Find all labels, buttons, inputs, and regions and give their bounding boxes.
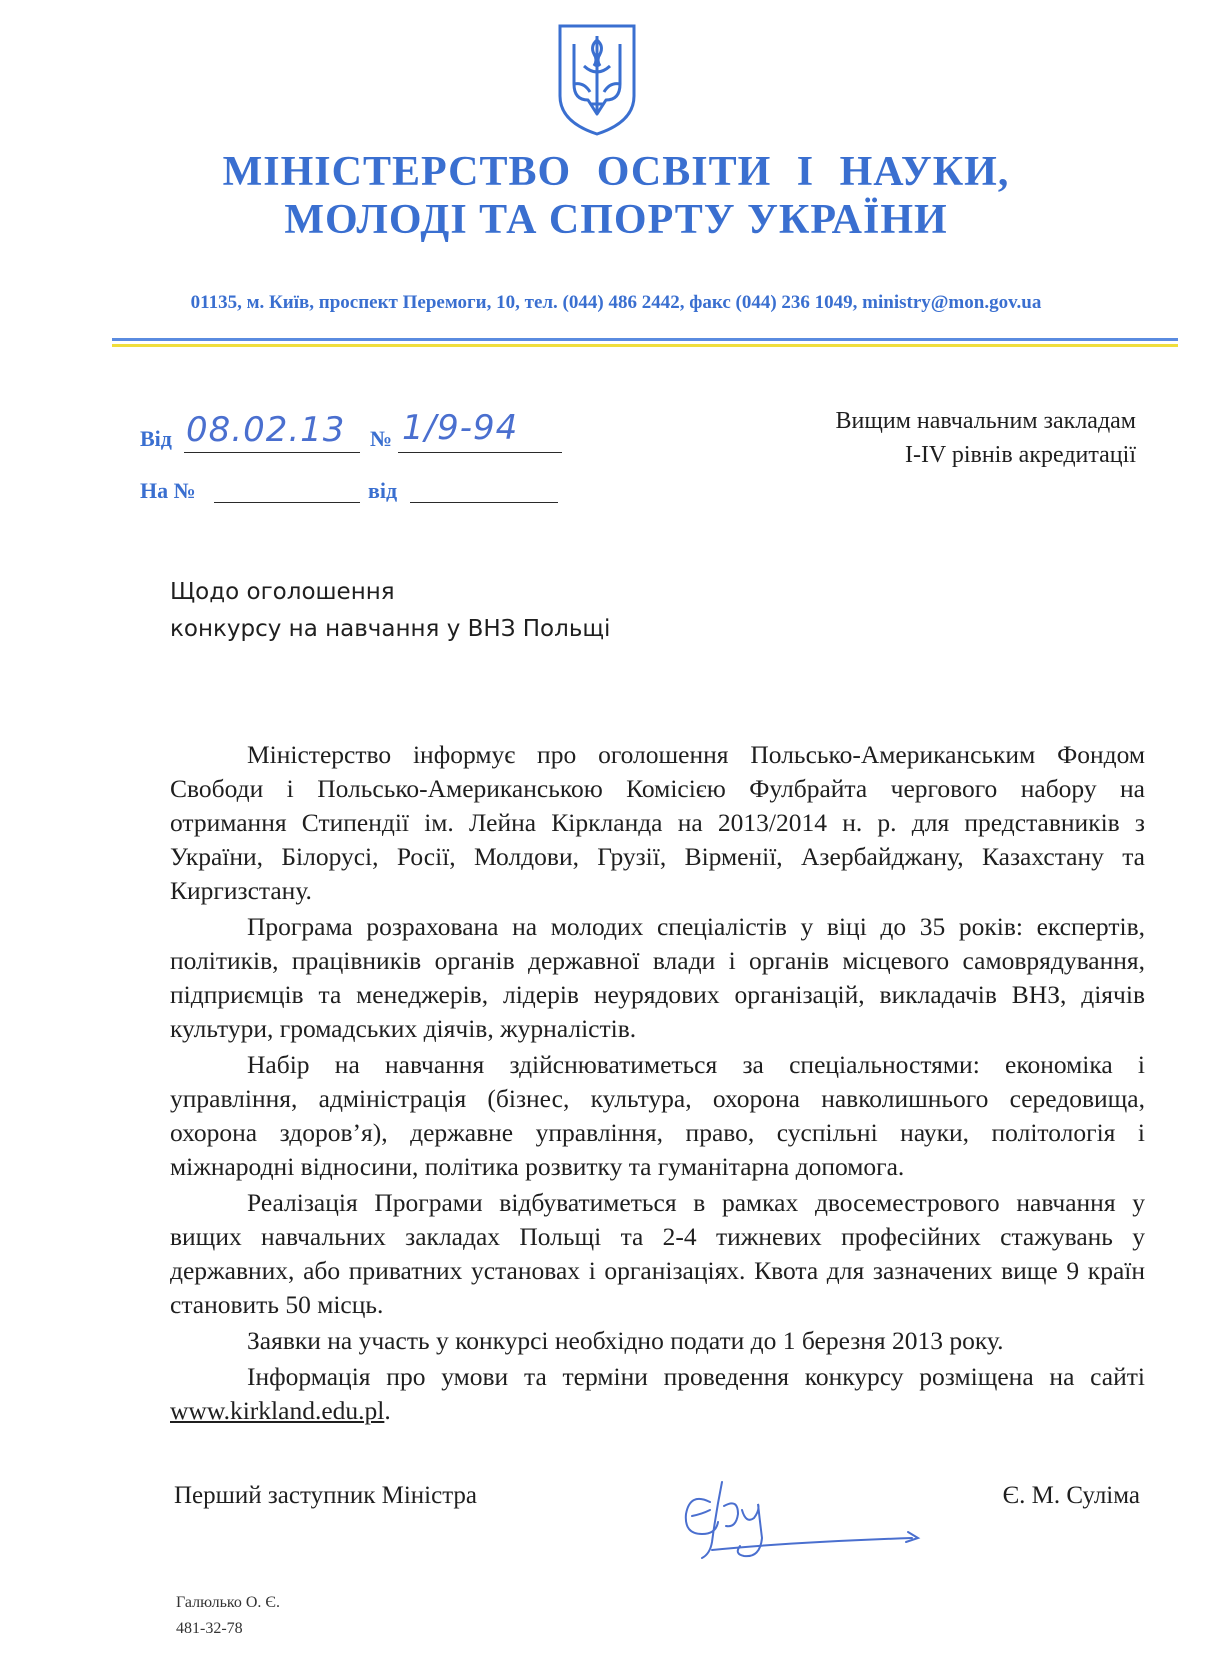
signatory-name: Є. М. Суліма	[1002, 1482, 1140, 1509]
addressee	[836, 404, 1136, 472]
body-paragraph	[170, 1360, 1145, 1428]
addressee-line2: І-ІV рівнів акредитації	[904, 442, 1136, 468]
subject-line2: конкурсу на навчання у ВНЗ Польщі	[170, 616, 611, 642]
reference-underline	[214, 502, 360, 503]
ministry-title-line1: МІНІСТЕРСТВО ОСВІТИ І НАУКИ,	[222, 149, 1010, 195]
from-label: Від	[140, 426, 172, 451]
number-underline	[398, 452, 562, 453]
letter-date: 08.02.13	[186, 410, 346, 450]
trident-emblem-icon	[554, 22, 640, 138]
letter-subject	[170, 574, 610, 648]
ministry-address: 01135, м. Київ, проспект Перемоги, 10, тел. (044) 486 2442, факс (044) 236 1049, ministry@mon.gov.ua	[190, 292, 1042, 313]
number-label: №	[370, 426, 393, 451]
letter-body	[170, 738, 1145, 1430]
body-text: Інформація про умови та терміни проведення конкурсу розміщена на сайті	[247, 1362, 1145, 1391]
body-paragraph: Заявки на участь у конкурсі необхідно подати до 1 березня 2013 року.	[247, 1326, 1004, 1355]
reference-date-underline	[410, 502, 558, 503]
letter-number: 1/9-94	[402, 408, 519, 448]
body-paragraph: Реалізація Програми відбуватиметься в рамках двосеместрового навчання у вищих навчальних закладах Польщі та 2-4 тижневих професійних стажувань у державних, або приватних установах і організаціях. Квота для зазначених вище 9 країн становить 50 місць.	[170, 1188, 1145, 1319]
executor-info	[176, 1590, 280, 1642]
executor-phone: 481-32-78	[176, 1620, 243, 1637]
body-text: .	[384, 1396, 391, 1425]
body-paragraph: Програма розрахована на молодих спеціалістів у віці до 35 років: експертів, політиків, працівників органів державної влади і органів місцевого самоврядування, підприємців та менеджерів, лідерів неурядових організацій, викладачів ВНЗ, діячів культури, громадських діячів, журналістів.	[170, 912, 1145, 1043]
signatory-role: Перший заступник Міністра	[174, 1482, 478, 1509]
date-underline	[184, 452, 360, 453]
body-paragraph: Набір на навчання здійснюватиметься за спеціальностями: економіка і управління, адміністрація (бізнес, культура, охорона навколишнього середовища, охорона здоров’я), державне управління, право, суспільні науки, політологія і міжнародні відносини, політика розвитку та гуманітарна допомога.	[170, 1050, 1145, 1181]
reference-label: На №	[140, 478, 196, 503]
ministry-title-line2: МОЛОДІ ТА СПОРТУ УКРАЇНИ	[284, 197, 948, 243]
subject-line1: Щодо оголошення	[170, 579, 395, 605]
divider-stripe-blue	[112, 338, 1178, 341]
handwritten-signature	[672, 1462, 952, 1572]
kirkland-website-link[interactable]: www.kirkland.edu.pl	[170, 1396, 385, 1425]
divider-stripe-yellow	[112, 344, 1178, 347]
executor-name: Галюлько О. Є.	[176, 1594, 280, 1611]
addressee-line1: Вищим навчальним закладам	[835, 408, 1136, 434]
reference-from-label: від	[368, 478, 398, 503]
body-paragraph: Міністерство інформує про оголошення Польсько-Американським Фондом Свободи і Польсько-Американською Комісією Фулбрайта чергового набору на отримання Стипендії ім. Лейна Кіркланда на 2013/2014 н. р. для представників з України, Білорусі, Росії, Молдови, Грузії, Вірменії, Азербайджану, Казахстану та Киргизстану.	[170, 740, 1145, 905]
